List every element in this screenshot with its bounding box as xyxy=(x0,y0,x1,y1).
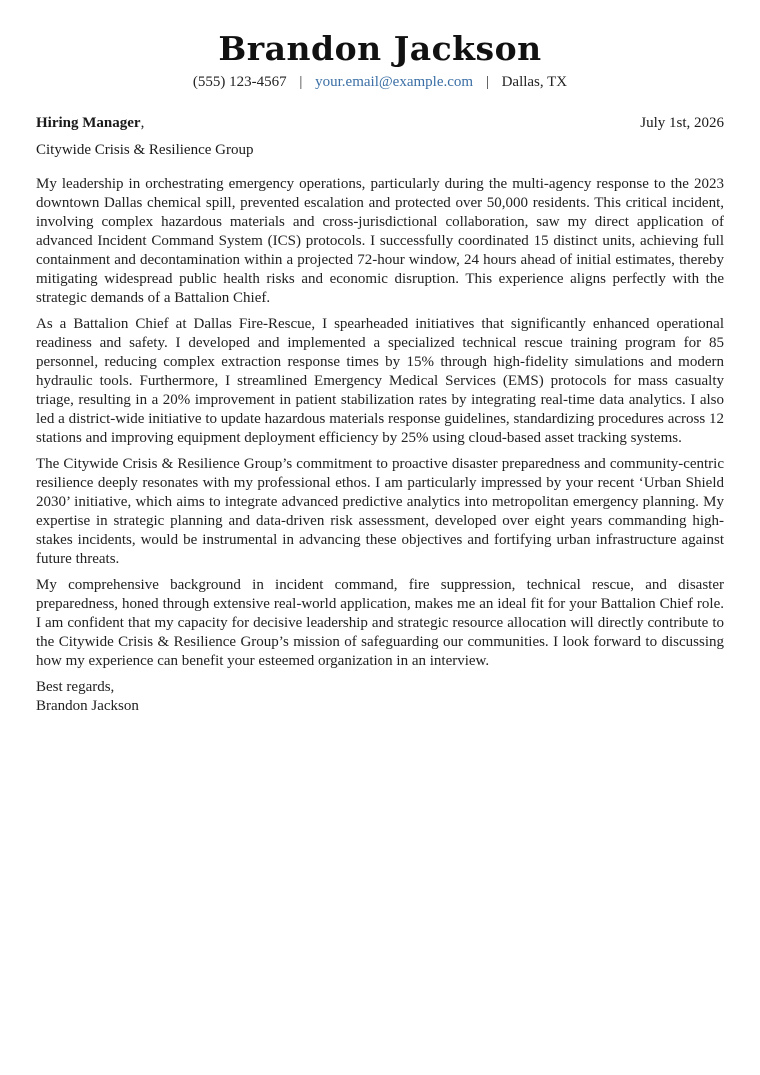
contact-line xyxy=(36,72,724,92)
contact-separator: | xyxy=(485,74,489,90)
body-paragraph: My comprehensive background in incident command, fire suppression, technical rescue, and disaster preparedness, honed through extensive real-world application, makes me an ideal fit for your Battalion Chief role. I am confident that my capacity for decisive leadership and strategic resource allocation will directly contribute to the Citywide Crisis & Resilience Group’s mission of safeguarding our communities. I look forward to discussing how my experience can benefit your esteemed organization in an interview. xyxy=(36,577,724,669)
recipient-title: Hiring Manager xyxy=(36,115,141,131)
location: Dallas, TX xyxy=(501,74,568,90)
letter-closing xyxy=(36,678,724,716)
letter-date: July 1st, 2026 xyxy=(640,115,724,131)
recipient-comma: , xyxy=(140,115,145,131)
letter-body xyxy=(36,175,724,671)
body-paragraph: As a Battalion Chief at Dallas Fire-Rescue, I spearheaded initiatives that significantly enhanced operational readiness and safety. I developed and implemented a specialized technical rescue training program for 85 personnel, reducing complex extraction response times by 15% through high-fidelity simulations and modern hydraulic tools. Furthermore, I streamlined Emergency Medical Services (EMS) protocols for mass casualty triage, resulting in a 20% improvement in patient stabilization rates by integrating real-time data analytics. I also led a district-wide initiative to update hazardous materials response guidelines, standardizing procedures across 12 stations and improving equipment deployment efficiency by 25% using cloud-based asset tracking systems. xyxy=(36,316,724,446)
closing-salutation: Best regards, xyxy=(36,679,115,695)
applicant-name: Brandon Jackson xyxy=(218,29,542,68)
contact-separator: | xyxy=(299,74,303,90)
email-link[interactable]: your.email@example.com xyxy=(315,74,474,90)
recipient-company: Citywide Crisis & Resilience Group xyxy=(36,142,254,158)
recipient-line xyxy=(36,113,144,133)
body-paragraph: My leadership in orchestrating emergency operations, particularly during the multi-agency response to the 2023 downtown Dallas chemical spill, prevented escalation and protected over 50,000 residents. This critical incident, involving complex hazardous materials and cross-jurisdictional collaboration, saw my direct application of advanced Incident Command System (ICS) protocols. I successfully coordinated 15 distinct units, achieving full containment and decontamination within a projected 72-hour window, 24 hours ahead of initial estimates, thereby mitigating widespread public health risks and economic disruption. This experience aligns perfectly with the strategic demands of a Battalion Chief. xyxy=(36,176,724,306)
body-paragraph: The Citywide Crisis & Resilience Group’s commitment to proactive disaster preparedness and community-centric resilience deeply resonates with my professional ethos. I am particularly impressed by your recent ‘Urban Shield 2030’ initiative, which aims to integrate advanced predictive analytics into metropolitan emergency planning. My expertise in strategic planning and data-driven risk assessment, developed over eight years commanding high-stakes incidents, would be instrumental in advancing these objectives and fortifying urban infrastructure against future threats. xyxy=(36,456,724,567)
signature-name: Brandon Jackson xyxy=(36,698,139,714)
phone-number: (555) 123-4567 xyxy=(192,74,287,90)
recipient-date-row xyxy=(36,113,724,133)
